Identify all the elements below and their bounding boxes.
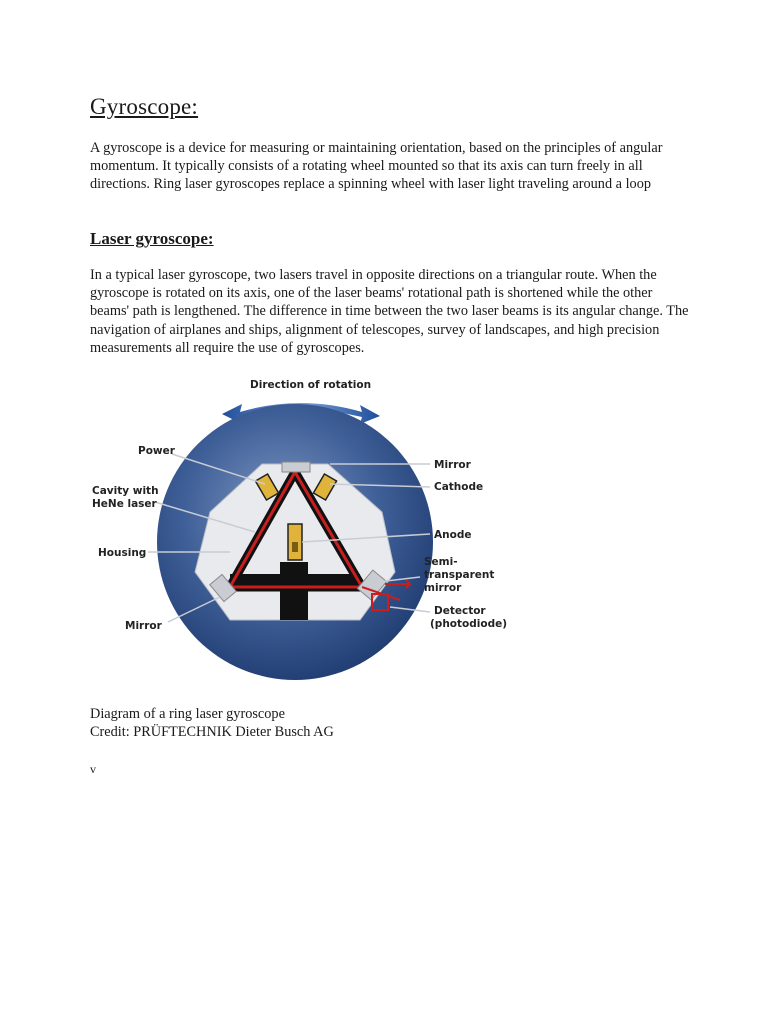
label-housing: Housing (98, 547, 147, 559)
label-detector-2: (photodiode) (430, 618, 508, 630)
trailing-character: v (90, 762, 96, 776)
label-detector-1: Detector (434, 605, 486, 617)
label-anode: Anode (434, 529, 472, 541)
figure-caption (90, 705, 334, 741)
label-power: Power (138, 445, 175, 457)
label-mirror-top: Mirror (434, 459, 471, 471)
label-cavity-1: Cavity with (92, 485, 159, 497)
page-title: Gyroscope: (90, 94, 199, 119)
top-mirror (282, 462, 310, 472)
label-direction: Direction of rotation (250, 379, 372, 391)
label-mirror-bottom: Mirror (125, 620, 162, 632)
caption-line-1: Diagram of a ring laser gyroscope (90, 706, 285, 722)
label-semi-1: Semi- (424, 556, 458, 568)
body-paragraph: In a typical laser gyroscope, two lasers travel in opposite directions on a triangular route. When the gyroscope is rotated on its axis, one of the laser beams' rotational path is shortened while the other beams' path is lengthened. The difference in time between the two laser beams is its angular change. The navigation of airplanes and ships, alignment of telescopes, survey of landscapes, and high precision measurements all require the use of gyroscopes. (90, 267, 689, 356)
section-heading: Laser gyroscope: (90, 229, 214, 248)
label-semi-2: transparent (424, 569, 495, 581)
label-cathode: Cathode (434, 481, 484, 493)
caption-line-2: Credit: PRÜFTECHNIK Dieter Busch AG (90, 724, 334, 741)
ring-laser-gyroscope-diagram (90, 372, 520, 684)
label-semi-3: mirror (424, 582, 462, 594)
label-cavity-2: HeNe laser (92, 498, 157, 510)
intro-paragraph: A gyroscope is a device for measuring or maintaining orientation, based on the principles of angular momentum. It typically consists of a rotating wheel mounted so that its axis can turn freely in all directions. Ring laser gyroscopes replace a spinning wheel with laser light traveling around a loop (90, 140, 663, 193)
